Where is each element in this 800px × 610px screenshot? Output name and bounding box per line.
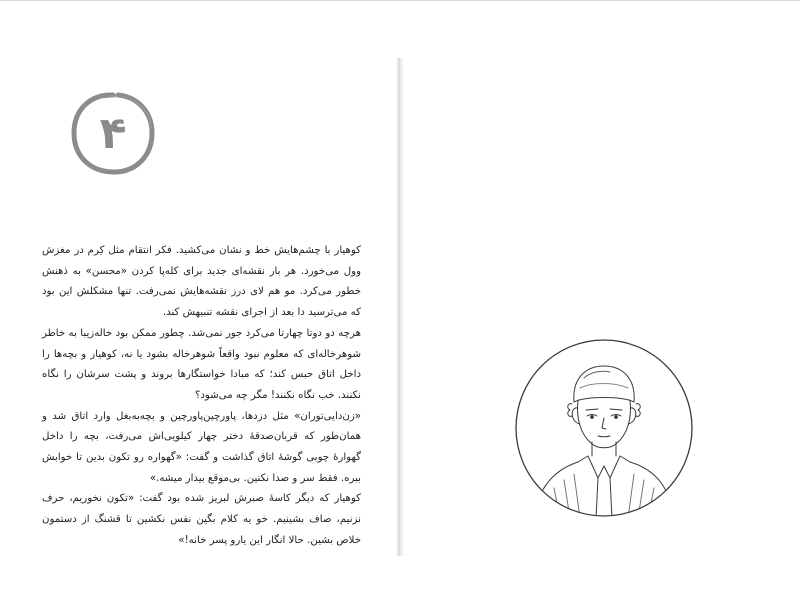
paragraph: هرچه دو دوتا چهارتا می‌کرد جور نمی‌شد. چطور ممکن بود خاله‌زیبا به خاطر شوهرخاله‌ای که معلوم نبود واقعاً شوهرخاله بشود یا نه، کوهیار و بچه‌ها را داخل اتاق حبس کند؛ که مبادا خواستگارها بروند و پشت سرشان را نگاه نکنند. خب نگاه نکنند! مگر چه می‌شود؟: [42, 327, 361, 401]
boy-portrait-illustration: [514, 338, 694, 518]
right-page: [400, 0, 800, 610]
paragraph: کوهیار که دیگر کاسهٔ صبرش لبریز شده بود گفت: «تکون نخوریم، حرف نزنیم، صاف بشینیم. خو یه کلام بگین نفس نکشین تا قشنگ از دستمون خلاص بشین. حالا انگار این یارو پسر خانه!»: [42, 493, 361, 546]
paragraph: کوهیار با چشم‌هایش خط و نشان می‌کشید. فکر انتقام مثل کِرم در مغزش وول می‌خورد. هر بار نقشه‌ای جدید برای کله‌پا کردن «محسن» به ذهنش خطور می‌کرد. مو هم لای درز نقشه‌هایش نمی‌رفت. تنها مشکلش این بود که می‌ترسید دا بعد از اجرای نقشه تنبیهش کند.: [42, 245, 361, 319]
chapter-number: ۴: [99, 107, 127, 159]
paragraph: «زن‌دایی‌توران» مثل دزدها، پاورچین‌پاورچین و بچه‌به‌بغل وارد اتاق شد و همان‌طور که قربان‌صدقهٔ دختر چهار کیلویی‌اش می‌رفت، بچه را داخل گهوارهٔ چوبی گوشهٔ اتاق گذاشت و گفت: «گهواره رو تکون بدین تا خوابش ببره. فقط سر و صدا نکنین. بی‌موقع بیدار میشه.»: [42, 410, 361, 484]
chapter-body-text: [42, 241, 361, 552]
